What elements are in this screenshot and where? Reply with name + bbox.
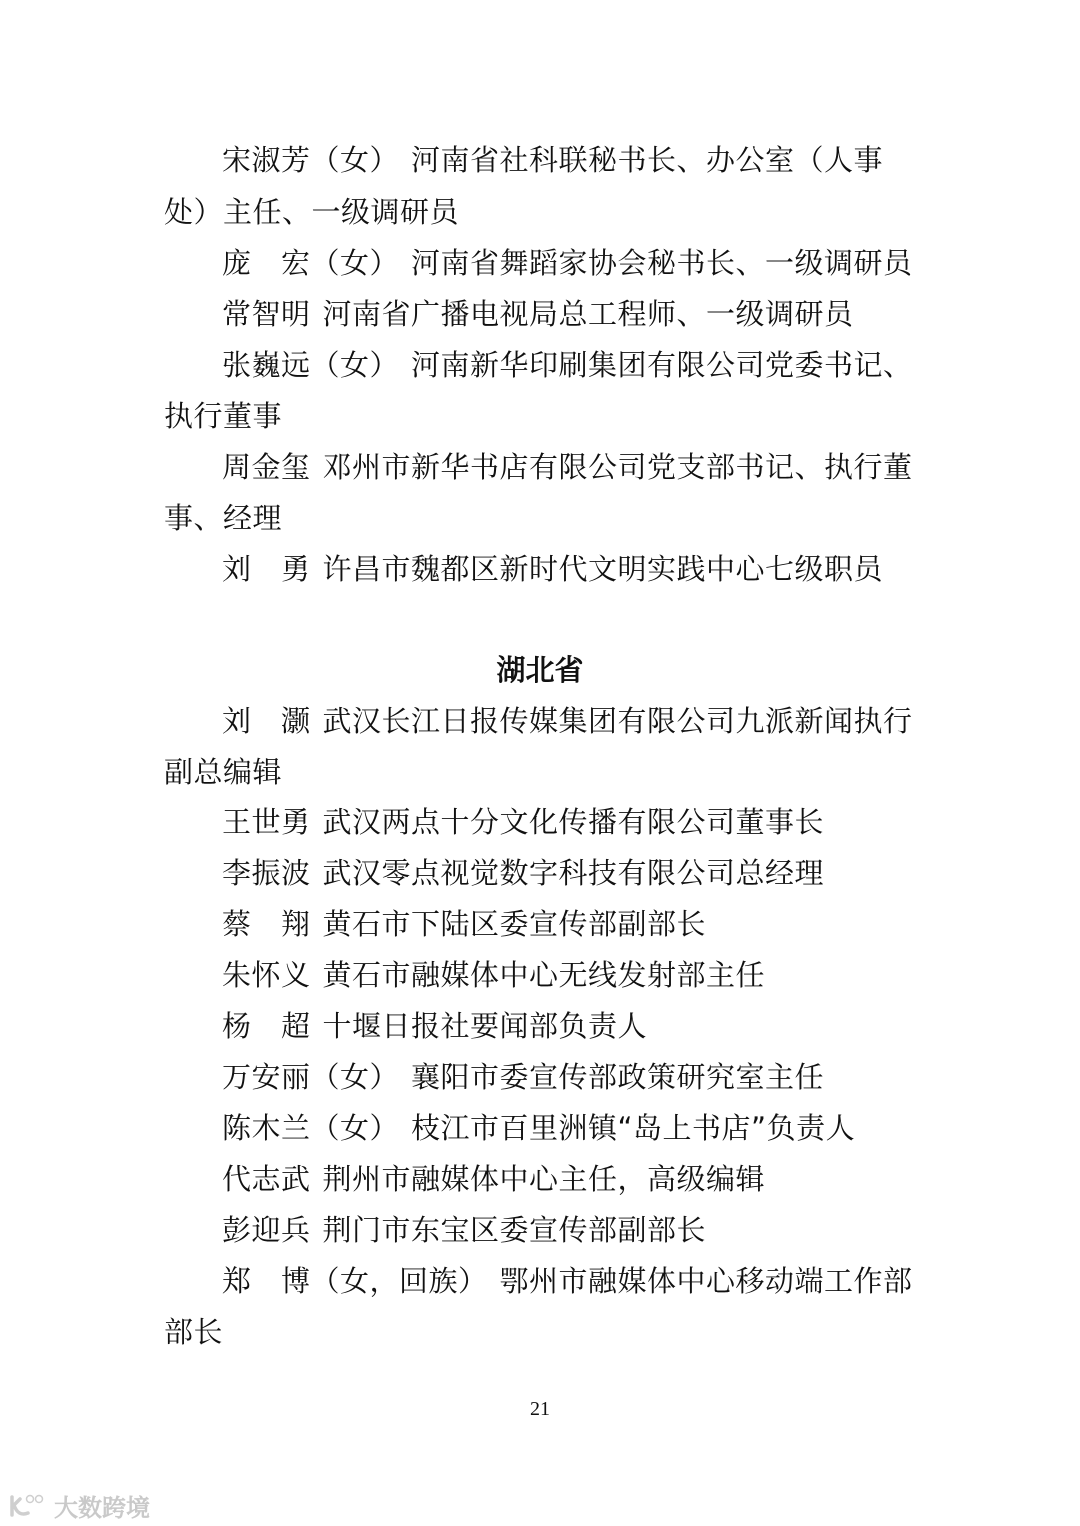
entry-name-title [222, 1210, 706, 1250]
person-name: 蔡 翔 [222, 907, 311, 941]
person-title: 荆州市融媒体中心主任，高级编辑 [322, 1162, 766, 1196]
person-title: 黄石市融媒体中心无线发射部主任 [322, 958, 766, 992]
entry-name-title [222, 447, 913, 487]
person-name: 王世勇 [222, 805, 311, 839]
entry-name-title [222, 243, 913, 283]
entry-name-title [222, 549, 883, 589]
person-title: 武汉长江日报传媒集团有限公司九派新闻执行 [322, 704, 913, 738]
person-name: 杨 超 [222, 1009, 311, 1043]
entry-name-title [222, 1261, 913, 1301]
person-name: 宋淑芳（女） [222, 143, 400, 177]
entry-name-title [222, 1108, 855, 1148]
entry-title-continuation: 部长 [164, 1315, 224, 1349]
entry-title-continuation: 执行董事 [164, 399, 283, 433]
entry-name-title [222, 904, 706, 944]
person-name: 庞 宏（女） [222, 246, 400, 280]
page-number: 21 [530, 1398, 550, 1420]
person-title: 河南新华印刷集团有限公司党委书记、 [411, 348, 913, 382]
watermark-text: 大数跨境 [54, 1494, 150, 1522]
person-title: 许昌市魏都区新时代文明实践中心七级职员 [322, 552, 884, 586]
person-name: 刘 勇 [222, 552, 311, 586]
person-name: 李振波 [222, 856, 311, 890]
entry-title-continuation: 事、经理 [164, 501, 283, 535]
person-name: 万安丽（女） [222, 1060, 400, 1094]
section-heading: 湖北省 [496, 653, 584, 687]
watermark [8, 1488, 150, 1523]
person-title: 河南省广播电视局总工程师、一级调研员 [322, 297, 854, 331]
person-name: 刘 灏 [222, 704, 311, 738]
person-title: 荆门市东宝区委宣传部副部长 [322, 1213, 707, 1247]
person-title: 枝江市百里洲镇“岛上书店”负责人 [411, 1111, 856, 1145]
entry-name-title [222, 1159, 765, 1199]
entry-name-title [222, 802, 824, 842]
entry-name-title [222, 853, 824, 893]
person-title: 河南省舞蹈家协会秘书长、一级调研员 [411, 246, 913, 280]
entry-name-title [222, 294, 854, 334]
entry-name-title [222, 345, 913, 385]
person-name: 周金玺 [222, 450, 311, 484]
person-name: 彭迎兵 [222, 1213, 311, 1247]
person-title: 武汉零点视觉数字科技有限公司总经理 [322, 856, 825, 890]
person-title: 武汉两点十分文化传播有限公司董事长 [322, 805, 825, 839]
person-name: 陈木兰（女） [222, 1111, 400, 1145]
entry-title-continuation: 副总编辑 [164, 755, 283, 789]
person-name: 代志武 [222, 1162, 311, 1196]
entry-name-title [222, 1057, 824, 1097]
person-name: 郑 博（女，回族） [222, 1264, 488, 1298]
entry-name-title [222, 955, 765, 995]
person-title: 河南省社科联秘书长、办公室（人事 [411, 143, 884, 177]
person-title: 襄阳市委宣传部政策研究室主任 [411, 1060, 825, 1094]
person-name: 张巍远（女） [222, 348, 400, 382]
person-name: 朱怀义 [222, 958, 311, 992]
person-name: 常智明 [222, 297, 311, 331]
person-title: 黄石市下陆区委宣传部副部长 [322, 907, 707, 941]
k100-logo-icon [8, 1493, 48, 1519]
entry-name-title [222, 1006, 647, 1046]
person-title: 十堰日报社要闻部负责人 [322, 1009, 648, 1043]
entry-name-title [222, 701, 913, 741]
entry-name-title [222, 140, 883, 180]
person-title: 鄂州市融媒体中心移动端工作部 [499, 1264, 913, 1298]
person-title: 邓州市新华书店有限公司党支部书记、执行董 [322, 450, 913, 484]
entry-title-continuation: 处）主任、一级调研员 [164, 195, 460, 229]
